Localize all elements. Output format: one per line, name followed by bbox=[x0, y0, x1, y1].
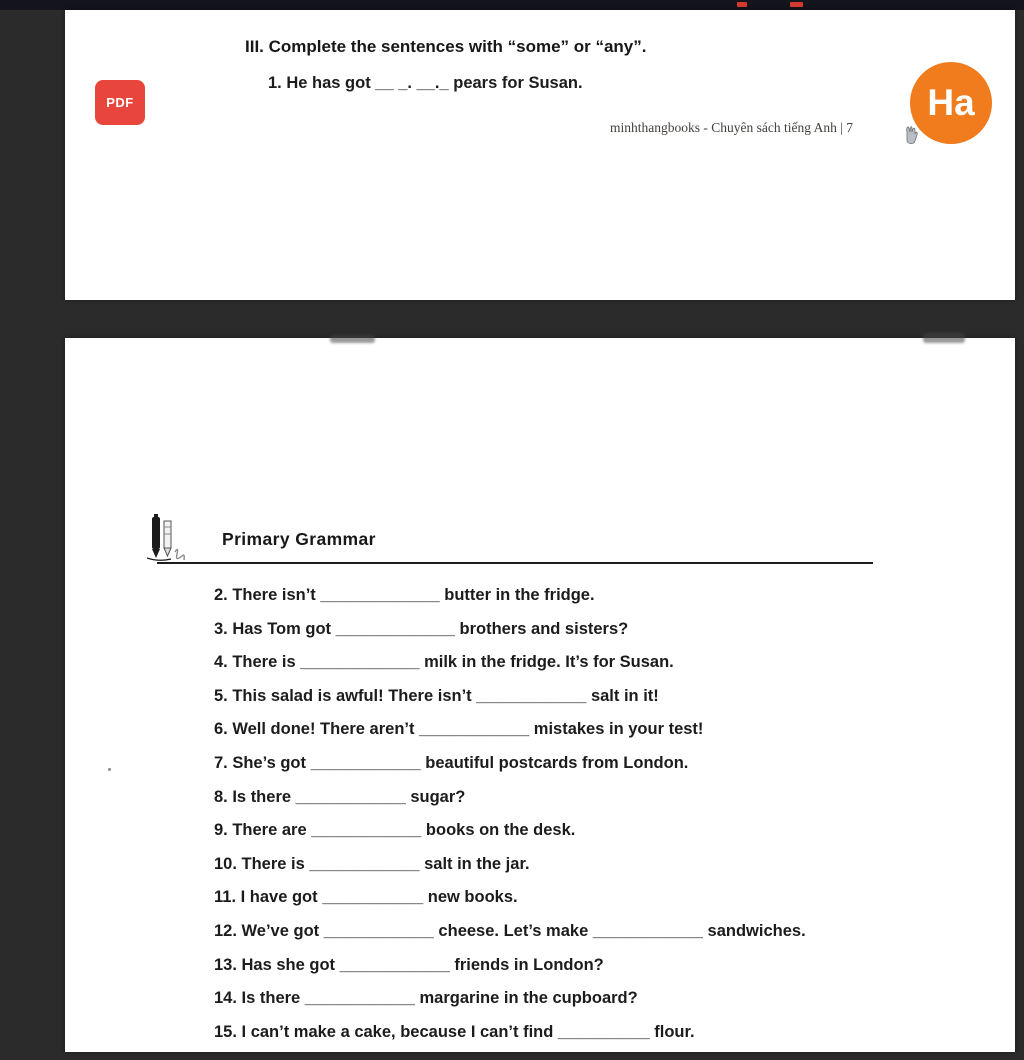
scan-smudge bbox=[330, 335, 375, 343]
pdf-page-2 bbox=[65, 338, 1015, 1052]
watermark-text: minhthangbooks - Chuyên sách tiếng Anh | 7 bbox=[610, 120, 854, 135]
sentence-line: 3. Has Tom got _____________ brothers and sisters? bbox=[214, 619, 629, 638]
red-mark bbox=[790, 2, 803, 7]
pdf-file-icon[interactable]: PDF bbox=[95, 80, 145, 125]
red-mark bbox=[737, 2, 747, 7]
sentence-line: 4. There is _____________ milk in the fridge. It’s for Susan. bbox=[214, 653, 674, 672]
sentence-line: 6. Well done! There aren’t ____________ mistakes in your test! bbox=[214, 720, 704, 739]
header-underline bbox=[157, 562, 873, 564]
section-header: Primary Grammar bbox=[222, 529, 376, 549]
sentence-line: 8. Is there ____________ sugar? bbox=[214, 787, 466, 806]
pencil-icon bbox=[145, 514, 207, 564]
pdf-page-1 bbox=[65, 10, 1015, 300]
exercise-title: III. Complete the sentences with “some” or “any”. bbox=[245, 37, 647, 56]
scan-smudge bbox=[923, 333, 965, 343]
sentence-list bbox=[214, 586, 1014, 1056]
sentence-line: 9. There are ____________ books on the desk. bbox=[214, 821, 576, 840]
sentence-line: 5. This salad is awful! There isn’t ____________ salt in it! bbox=[214, 686, 659, 705]
top-bar bbox=[0, 0, 1024, 10]
sentence-line: 15. I can’t make a cake, because I can’t find __________ flour. bbox=[214, 1022, 695, 1041]
sentence-line: 14. Is there ____________ margarine in the cupboard? bbox=[214, 989, 638, 1008]
sentence-line: 11. I have got ___________ new books. bbox=[214, 888, 518, 907]
sentence-line: 10. There is ____________ salt in the jar. bbox=[214, 854, 530, 873]
sentence-line: 1. He has got __ _. __._ pears for Susan. bbox=[268, 74, 583, 92]
hand-icon bbox=[903, 122, 921, 146]
scan-dot bbox=[108, 768, 111, 771]
sentence-line: 2. There isn’t _____________ butter in the fridge. bbox=[214, 586, 595, 604]
avatar[interactable]: Ha bbox=[910, 62, 992, 144]
sentence-line: 7. She’s got ____________ beautiful postcards from London. bbox=[214, 753, 689, 772]
sentence-line: 12. We’ve got ____________ cheese. Let’s make ____________ sandwiches. bbox=[214, 921, 806, 940]
sentence-line: 13. Has she got ____________ friends in London? bbox=[214, 955, 604, 974]
